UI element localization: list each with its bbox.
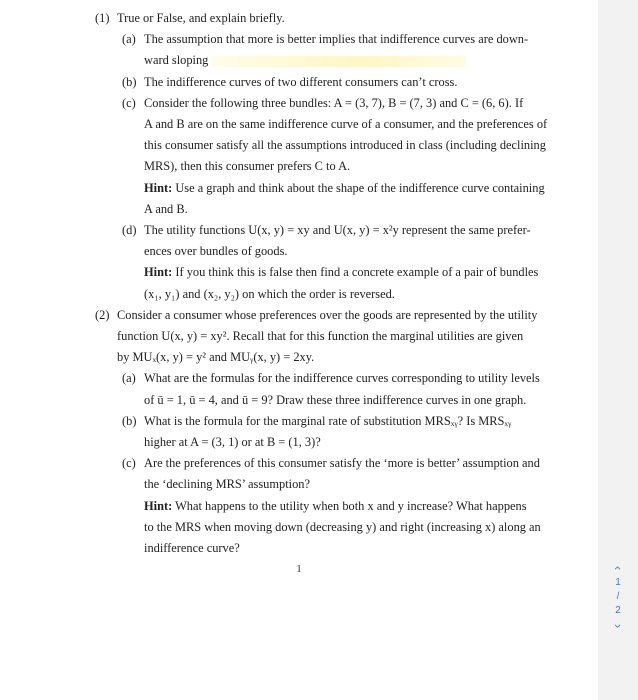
question-1b [95, 72, 581, 93]
page-number: 1 [296, 564, 302, 575]
text-line: this consumer satisfy all the assumptions introduced in class (including declining [144, 138, 546, 153]
hint-text: A and B. [144, 201, 188, 216]
current-page: 1 [615, 577, 621, 588]
hint-line [144, 178, 581, 199]
chevron-up-icon[interactable]: ‹ [611, 565, 626, 571]
item-label: (c) [122, 456, 136, 471]
question-1a [95, 29, 581, 71]
text-line: by MUₓ(x, y) = y² and MUᵧ(x, y) = 2xy. [117, 350, 315, 365]
item-label: (c) [122, 95, 136, 110]
text-line: The utility functions U(x, y) = xy and U(x, y) = x²y represent the same prefer- [144, 223, 531, 238]
hint-label: Hint: [144, 180, 173, 195]
question-text: True or False, and explain briefly. [117, 11, 285, 25]
text-line: ward sloping [144, 53, 209, 68]
hint-text: If you think this is false then find a concrete example of a pair of bundles [175, 265, 539, 280]
item-label: (d) [122, 223, 137, 238]
text-line: higher at A = (3, 1) or at B = (1, 3)? [144, 435, 321, 450]
question-number: (2) [95, 307, 110, 322]
page-navigator [606, 560, 630, 634]
question-1d [95, 220, 581, 305]
question-1 [95, 8, 581, 29]
total-pages: 2 [615, 605, 621, 616]
text-line: The indifference curves of two different consumers can’t cross. [144, 74, 458, 89]
text-line: ences over bundles of goods. [144, 244, 288, 259]
page-content [95, 8, 581, 559]
text-line: Consider the following three bundles: A = (3, 7), B = (7, 3) and C = (6, 6). If [144, 95, 524, 110]
text-line: The assumption that more is better implies that indifference curves are down- [144, 32, 529, 47]
highlight-mark [211, 56, 466, 67]
hint-line [144, 262, 581, 283]
item-label: (b) [122, 413, 137, 428]
text-line: Consider a consumer whose preferences over the goods are represented by the utility [117, 307, 538, 322]
question-1c [95, 93, 581, 220]
question-2c [95, 453, 581, 559]
hint-text: (x₁, y₁) and (x₂, y₂) on which the order is reversed. [144, 286, 395, 301]
text-line: MRS), then this consumer prefers C to A. [144, 159, 351, 174]
item-label: (b) [122, 74, 137, 89]
question-2a [95, 368, 581, 410]
hint-text: to the MRS when moving down (decreasing y) and right (increasing x) along an [144, 519, 541, 534]
hint-text: indifference curve? [144, 541, 240, 556]
hint-text: Use a graph and think about the shape of the indifference curve containing [175, 180, 545, 195]
text-line: What are the formulas for the indifference curves corresponding to utility levels [144, 371, 540, 386]
text-line: the ‘declining MRS’ assumption? [144, 477, 310, 492]
page-separator: / [616, 591, 620, 602]
text-line: A and B are on the same indifference curve of a consumer, and the preferences of [144, 117, 548, 132]
text-line: function U(x, y) = xy². Recall that for this function the marginal utilities are given [117, 329, 524, 344]
text-line: of ū = 1, ū = 4, and ū = 9? Draw these three indifference curves in one graph. [144, 392, 527, 407]
hint-label: Hint: [144, 498, 173, 513]
chevron-down-icon[interactable]: › [611, 623, 626, 629]
text-line: Are the preferences of this consumer satisfy the ‘more is better’ assumption and [144, 456, 540, 471]
question-2 [95, 305, 581, 369]
item-label: (a) [122, 32, 136, 47]
hint-label: Hint: [144, 265, 173, 280]
hint-line [144, 496, 581, 517]
text-line-with-highlight [144, 50, 581, 71]
question-number: (1) [95, 11, 110, 25]
question-2b [95, 411, 581, 453]
hint-text: What happens to the utility when both x and y increase? What happens [175, 498, 527, 513]
text-line: What is the formula for the marginal rate of substitution MRSₓᵧ? Is MRSₓᵧ [144, 413, 512, 428]
item-label: (a) [122, 371, 136, 386]
